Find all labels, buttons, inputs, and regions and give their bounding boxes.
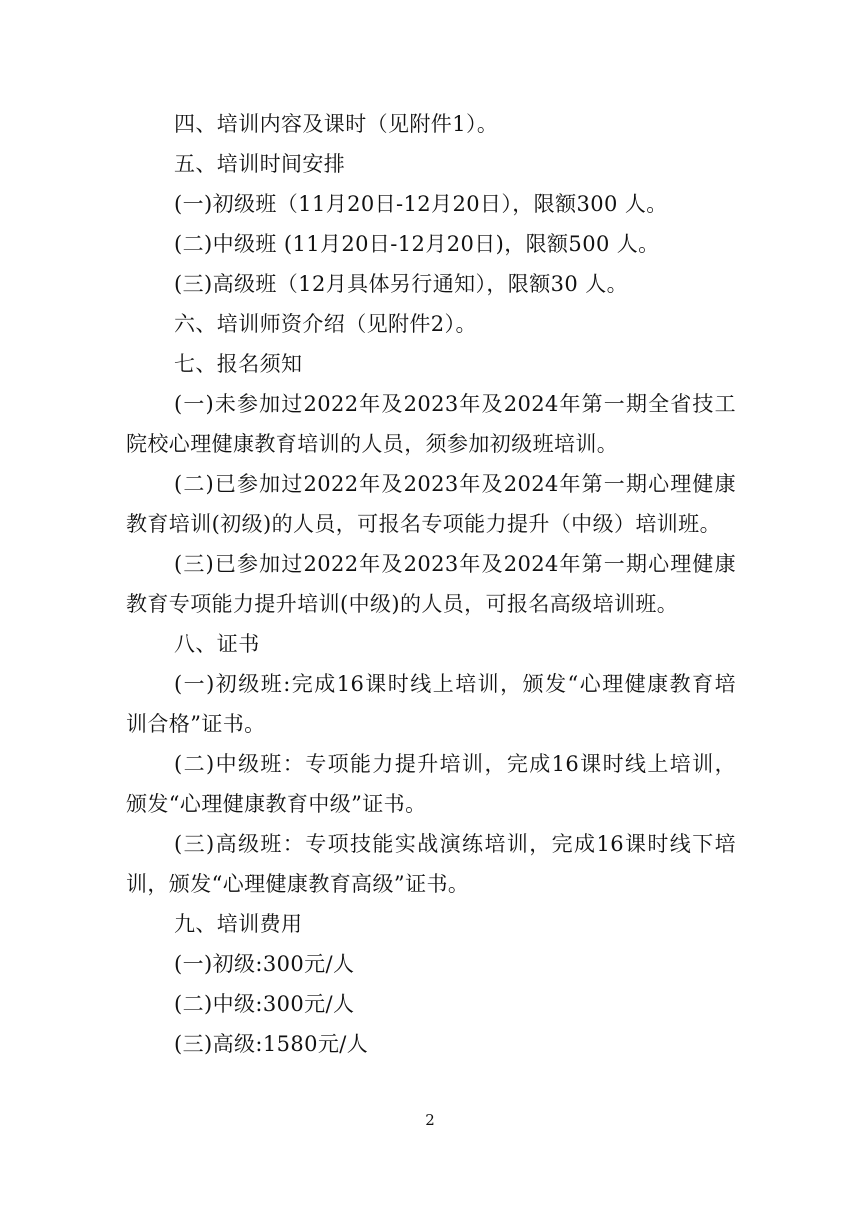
certificate-item-2-line-1: (二)中级班：专项能力提升培训，完成16课时线上培训，	[174, 752, 736, 776]
schedule-item-advanced: (三)高级班（12月具体另行通知），限额30 人。	[174, 272, 629, 296]
registration-item-1-line-2: 院校心理健康教育培训的人员，须参加初级班培训。	[126, 432, 619, 456]
fee-item-advanced: (三)高级:1580元/人	[174, 1032, 369, 1056]
registration-item-3-line-2: 教育专项能力提升培训(中级)的人员，可报名高级培训班。	[126, 592, 679, 616]
registration-item-3-line-1: (三)已参加过2022年及2023年及2024年第一期心理健康	[174, 552, 736, 576]
section-heading-instructors: 六、培训师资介绍（见附件2）。	[174, 312, 477, 336]
fee-item-beginner: (一)初级:300元/人	[174, 952, 355, 976]
registration-item-1-line-1: (一)未参加过2022年及2023年及2024年第一期全省技工	[174, 392, 736, 416]
certificate-item-1-line-2: 训合格”证书。	[126, 712, 266, 736]
page-number: 2	[425, 1111, 435, 1129]
section-heading-registration: 七、报名须知	[174, 352, 303, 376]
section-heading-training-content: 四、培训内容及课时（见附件1）。	[174, 112, 499, 136]
schedule-item-beginner: (一)初级班（11月20日-12月20日），限额300 人。	[174, 192, 668, 216]
certificate-item-2-line-2: 颁发“心理健康教育中级”证书。	[126, 792, 427, 816]
section-heading-fees: 九、培训费用	[174, 912, 303, 936]
registration-item-2-line-2: 教育培训(初级)的人员，可报名专项能力提升（中级）培训班。	[126, 512, 721, 536]
fee-item-intermediate: (二)中级:300元/人	[174, 992, 355, 1016]
certificate-item-3-line-1: (三)高级班：专项技能实战演练培训，完成16课时线下培	[174, 832, 736, 856]
section-heading-training-schedule: 五、培训时间安排	[174, 152, 346, 176]
schedule-item-intermediate: (二)中级班 (11月20日-12月20日)，限额500 人。	[174, 232, 660, 256]
section-heading-certificates: 八、证书	[174, 632, 260, 656]
certificate-item-3-line-2: 训，颁发“心理健康教育高级”证书。	[126, 872, 470, 896]
document-body	[126, 104, 736, 1064]
certificate-item-1-line-1: (一)初级班:完成16课时线上培训，颁发“心理健康教育培	[174, 672, 736, 696]
registration-item-2-line-1: (二)已参加过2022年及2023年及2024年第一期心理健康	[174, 472, 736, 496]
